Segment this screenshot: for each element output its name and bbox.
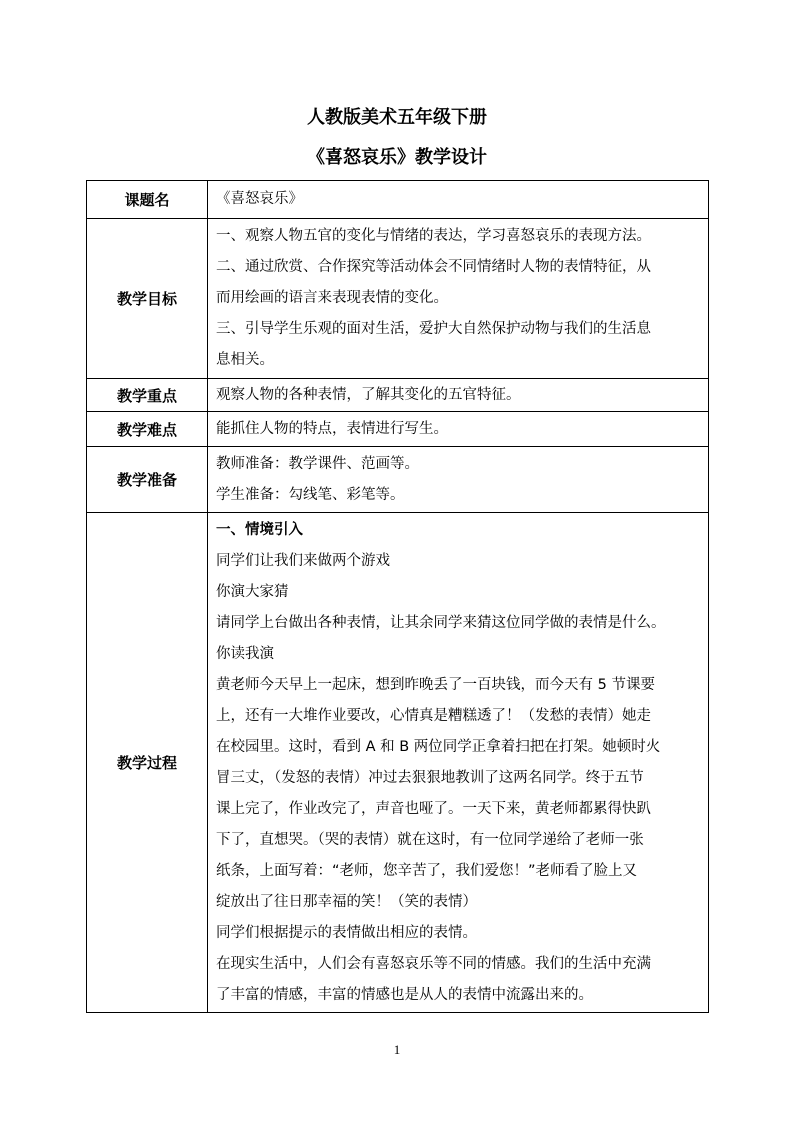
- process-line: 下了，直想哭。（哭的表情）就在这时，有一位同学递给了老师一张: [216, 831, 644, 848]
- process-line: 课上完了，作业改完了，声音也哑了。一天下来，黄老师都累得快趴: [216, 800, 651, 817]
- process-line: 在校园里。这时，看到 A 和 B 两位同学正拿着扫把在打架。她顿时火: [216, 738, 661, 755]
- row-label-preparation: 教学准备: [87, 447, 208, 513]
- row-label-goals: 教学目标: [87, 219, 208, 379]
- table-row-goals: [87, 219, 709, 379]
- process-line: 冒三丈，（发怒的表情）冲过去狠狠地教训了这两名同学。终于五节: [216, 769, 644, 786]
- preparation-line: 学生准备：勾线笔、彩笔等。: [216, 486, 405, 503]
- document-title: 人教版美术五年级下册: [307, 107, 487, 128]
- process-line: 在现实生活中，人们会有喜怒哀乐等不同的情感。我们的生活中充满: [216, 955, 651, 972]
- process-heading: 一、情境引入: [216, 521, 303, 538]
- process-line: 同学们根据提示的表情做出相应的表情。: [216, 924, 477, 941]
- table-row-topic: [87, 181, 709, 219]
- process-line: 黄老师今天早上一起床，想到昨晚丢了一百块钱，而今天有 5 节课要: [216, 676, 655, 693]
- process-line: 你演大家猜: [216, 583, 289, 600]
- goals-line: 一、观察人物五官的变化与情绪的表达，学习喜怒哀乐的表现方法。: [216, 228, 651, 244]
- row-content-process: [208, 513, 709, 1013]
- goals-line: 二、通过欣赏、合作探究等活动体会不同情绪时人物的表情特征，从: [216, 259, 651, 275]
- row-content-goals: [208, 219, 709, 379]
- row-label-difficulties: 教学难点: [87, 412, 208, 447]
- goals-line: 息相关。: [216, 352, 274, 368]
- table-row-key-points: [87, 379, 709, 412]
- difficulties-text: 能抓住人物的特点，表情进行写生。: [216, 420, 448, 437]
- process-line: 请同学上台做出各种表情，让其余同学来猜这位同学做的表情是什么。: [216, 614, 666, 631]
- process-line: 纸条，上面写着：“老师，您辛苦了，我们爱您！”老师看了脸上又: [216, 862, 638, 879]
- lesson-plan-table: [86, 180, 709, 1013]
- topic-text: 《喜怒哀乐》: [216, 191, 303, 207]
- row-label-topic: 课题名: [87, 181, 208, 219]
- row-content-preparation: [208, 447, 709, 513]
- row-label-key-points: 教学重点: [87, 379, 208, 412]
- process-line: 上，还有一大堆作业要改，心情真是糟糕透了！（发愁的表情）她走: [216, 707, 651, 724]
- document-subtitle: 《喜怒哀乐》教学设计: [307, 147, 487, 168]
- process-line: 同学们让我们来做两个游戏: [216, 552, 390, 569]
- row-content-difficulties: [208, 412, 709, 447]
- goals-line: 而用绘画的语言来表现表情的变化。: [216, 290, 448, 306]
- table-row-process: [87, 513, 709, 1013]
- process-line: 你读我演: [216, 645, 274, 662]
- goals-line: 三、引导学生乐观的面对生活，爱护大自然保护动物与我们的生活息: [216, 321, 651, 337]
- row-content-key-points: [208, 379, 709, 412]
- preparation-line: 教师准备：教学课件、范画等。: [216, 455, 419, 472]
- row-content-topic: [208, 181, 709, 219]
- page-number: 1: [393, 1042, 401, 1057]
- key-points-text: 观察人物的各种表情，了解其变化的五官特征。: [216, 386, 521, 403]
- process-line: 绽放出了往日那幸福的笑！（笑的表情）: [216, 893, 477, 910]
- table-row-difficulties: [87, 412, 709, 447]
- process-line: 了丰富的情感，丰富的情感也是从人的表情中流露出来的。: [216, 986, 593, 1003]
- row-label-process: 教学过程: [87, 513, 208, 1013]
- table-row-preparation: [87, 447, 709, 513]
